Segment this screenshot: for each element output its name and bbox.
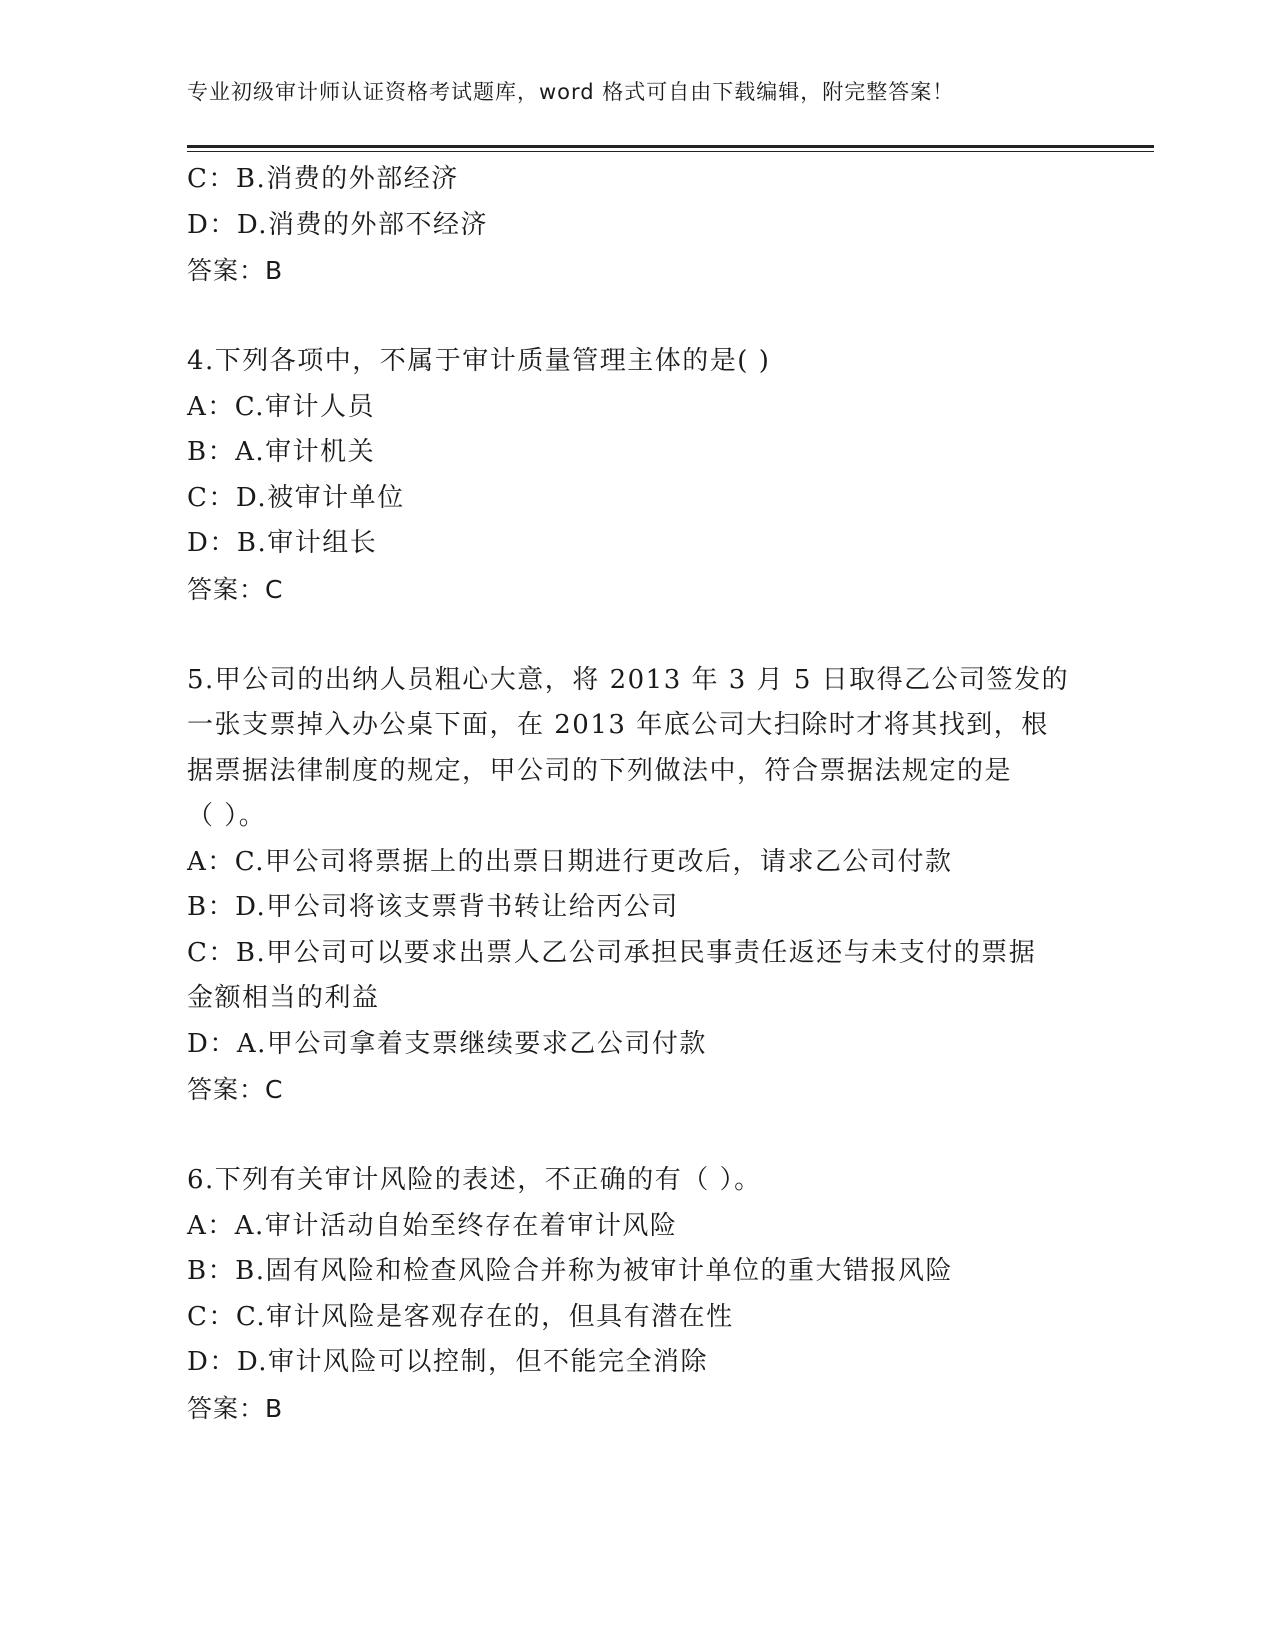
text-line: 一张支票掉入办公桌下面，在 2013 年底公司大扫除时才将其找到，根 <box>187 710 1049 740</box>
text-line: D：D.审计风险可以控制，但不能完全消除 <box>187 1347 709 1377</box>
text-line: C：B.消费的外部经济 <box>187 164 459 194</box>
text-line: A：A.审计活动自始至终存在着审计风险 <box>187 1210 678 1241</box>
text-line: 据票据法律制度的规定，甲公司的下列做法中，符合票据法规定的是 <box>187 755 1013 786</box>
text-line: C：D.被审计单位 <box>187 482 405 513</box>
text-line: B：B.固有风险和检查风险合并称为被审计单位的重大错报风险 <box>187 1256 953 1286</box>
text-line: 金额相当的利益 <box>187 983 380 1013</box>
text-line: 4.下列各项中，不属于审计质量管理主体的是( ) <box>187 346 771 376</box>
text-line: A：C.审计人员 <box>187 391 376 422</box>
spacer <box>187 612 1087 658</box>
text-line: D：A.甲公司拿着支票继续要求乙公司付款 <box>187 1028 707 1059</box>
text-line: C：C.审计风险是客观存在的，但具有潜在性 <box>187 1301 734 1332</box>
question-content <box>187 157 1087 1431</box>
text-line: 5.甲公司的出纳人员粗心大意，将 2013 年 3 月 5 日取得乙公司签发的 <box>187 664 1070 695</box>
text-line: A：C.甲公司将票据上的出票日期进行更改后，请求乙公司付款 <box>187 846 953 877</box>
text-line: （ ）。 <box>187 801 267 831</box>
answer-line: 答案：C <box>187 574 284 604</box>
answer-line: 答案：B <box>187 256 284 285</box>
text-line: B：D.甲公司将该支票背书转让给丙公司 <box>187 892 679 922</box>
answer-line: 答案：B <box>187 1393 284 1423</box>
page-header: 专业初级审计师认证资格考试题库，word 格式可自由下载编辑，附完整答案！ <box>187 80 955 104</box>
answer-line: 答案：C <box>187 1075 284 1104</box>
spacer <box>187 294 1087 340</box>
text-line: B：A.审计机关 <box>187 437 376 467</box>
spacer <box>187 1113 1087 1159</box>
header-rule-thick <box>187 145 1154 148</box>
header-rule-thin <box>187 151 1154 152</box>
text-line: D：D.消费的外部不经济 <box>187 209 489 240</box>
text-line: D：B.审计组长 <box>187 528 378 558</box>
text-line: 6.下列有关审计风险的表述，不正确的有（ ）。 <box>187 1165 762 1195</box>
text-line: C：B.甲公司可以要求出票人乙公司承担民事责任返还与未支付的票据 <box>187 937 1037 968</box>
